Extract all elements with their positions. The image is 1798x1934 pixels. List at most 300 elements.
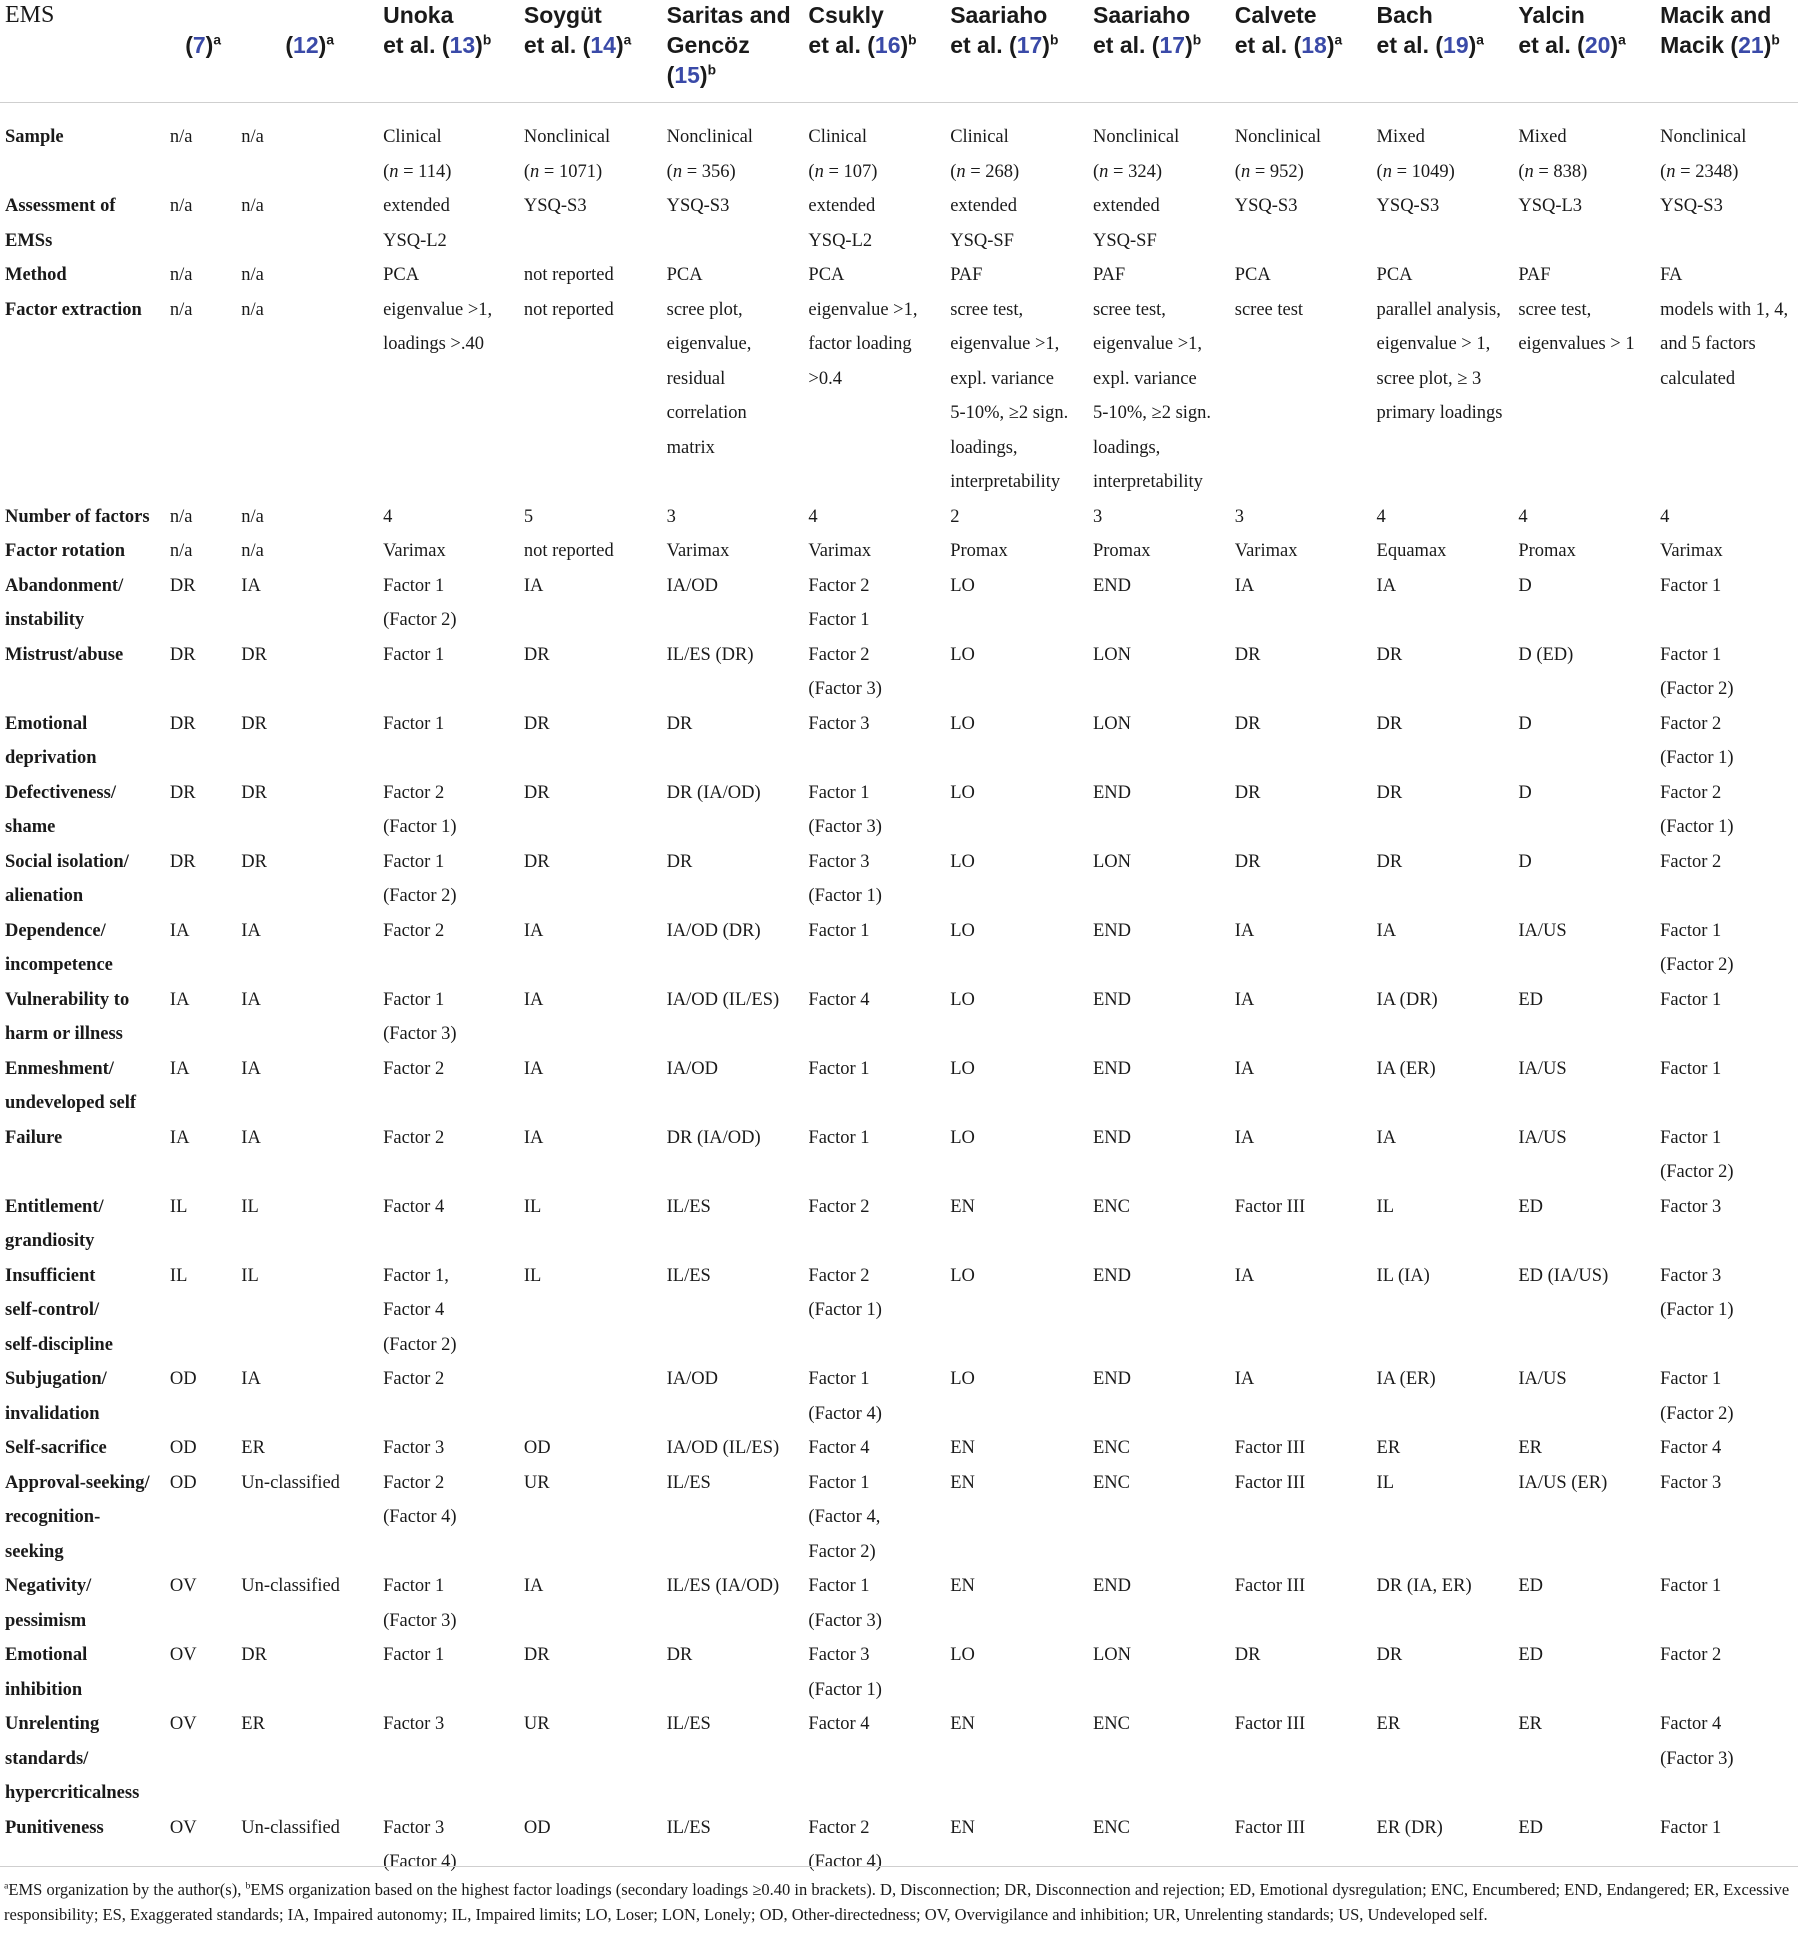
sample-type: Nonclinical: [1092, 127, 1180, 147]
table-cell: EN: [950, 1817, 975, 1838]
header-study-11: Yalcin et al. $(20)^a$: [1513, 0, 1655, 103]
table-cell: LO: [950, 1127, 975, 1148]
table-cell: IA: [1376, 1127, 1397, 1148]
table-cell: IL: [523, 1196, 542, 1217]
reference-link[interactable]: 12: [293, 32, 319, 58]
table-cell: eigenvalue >1, loadings >.40: [383, 299, 493, 354]
table-cell: DR (IA/OD): [666, 782, 761, 803]
table-cell: IL: [169, 1196, 188, 1217]
table-cell: IA: [241, 1058, 261, 1079]
table-cell: DR: [1234, 851, 1261, 872]
table-cell: D: [1518, 782, 1532, 803]
table-cell: extended YSQ-L2: [383, 196, 450, 251]
table-cell: PCA: [1234, 265, 1271, 285]
table-cell: Nonclinical (n = 356): [666, 127, 753, 182]
sample-type: Nonclinical: [1660, 127, 1747, 147]
table-cell: IA/OD: [666, 1369, 719, 1389]
table-cell: Factor 1: [1660, 575, 1722, 596]
table-cell: DR (IA, ER): [1376, 1576, 1472, 1596]
header-study-7: Saariaho et al. $(17)^b$: [945, 0, 1088, 103]
sample-type: Clinical: [808, 127, 867, 147]
table-cell: OD: [169, 1472, 197, 1493]
table-cell: n/a: [169, 299, 193, 320]
table-cell: IA: [523, 575, 544, 596]
table-cell: ED: [1518, 1645, 1543, 1665]
table-cell: n/a: [169, 196, 193, 216]
table-cell: IA: [241, 575, 261, 596]
table-cell: OD: [523, 1438, 551, 1458]
table-cell: OD: [169, 1369, 197, 1389]
table-cell: LO: [950, 713, 975, 734]
table-cell: LO: [950, 1645, 975, 1665]
table-cell: Factor 3 (Factor 1): [808, 851, 882, 906]
table-cell: DR: [169, 575, 196, 596]
table-cell: Factor 2: [383, 1058, 445, 1079]
row-header: Mistrust/abuse: [5, 644, 124, 665]
table-cell: Promax: [1092, 541, 1151, 561]
table-cell: LO: [950, 1369, 975, 1389]
table-row: [0, 1466, 1798, 1570]
reference-link[interactable]: 17: [1016, 32, 1043, 58]
table-cell: DR: [169, 644, 196, 665]
table-cell: Factor 1: [1660, 1817, 1722, 1838]
table-cell: Factor 3: [1660, 1196, 1722, 1217]
table-cell: IA/US: [1518, 920, 1567, 941]
table-cell: Factor 2: [1660, 1645, 1722, 1665]
table-cell: IA: [241, 1127, 261, 1148]
table-cell: LO: [950, 575, 975, 596]
table-cell: DR: [1234, 713, 1261, 734]
table-cell: Factor 1 (Factor 4): [808, 1369, 882, 1424]
table-cell: 4: [1518, 506, 1528, 527]
table-cell: PAF: [1518, 265, 1551, 285]
study-name-line: et al.: [1376, 32, 1429, 58]
table-cell: 3: [666, 506, 676, 527]
study-name-line: Gencöz: [666, 32, 750, 58]
table-cell: DR: [1376, 1645, 1403, 1665]
table-cell: ENC: [1092, 1196, 1130, 1217]
table-cell: END: [1092, 575, 1132, 596]
table-cell: Varimax: [1660, 541, 1723, 561]
study-name-line: et al.: [383, 32, 436, 58]
table-cell: IA/OD: [666, 1058, 719, 1079]
table-cell: Un-classified: [241, 1576, 340, 1596]
table-cell: DR: [1234, 1645, 1261, 1665]
table-cell: IA: [1234, 920, 1255, 941]
study-name-line: Soygüt: [523, 2, 602, 28]
table-cell: n/a: [241, 506, 264, 527]
table-cell: IA: [523, 989, 544, 1010]
row-header: Failure: [5, 1127, 63, 1148]
table-cell: Clinical (n = 268): [950, 127, 1020, 182]
table-cell: parallel analysis, eigenvalue > 1, scree plot, ≥ 3 primary loadings: [1376, 299, 1503, 423]
row-header: Vulnerability to harm or illness: [5, 989, 130, 1044]
row-header: Abandonment/ instability: [5, 575, 124, 630]
table-cell: IL: [241, 1265, 259, 1286]
table-cell: Factor 3: [1660, 1472, 1722, 1493]
table-cell: Factor III: [1234, 1196, 1306, 1217]
table-cell: ER: [1518, 1438, 1542, 1458]
table-cell: IA: [1234, 989, 1255, 1010]
table-cell: OV: [169, 1576, 197, 1596]
table-cell: IL: [1376, 1472, 1395, 1493]
table-cell: IA/OD (IL/ES): [666, 1438, 780, 1458]
table-cell: Clinical (n = 107): [808, 127, 878, 182]
row-header: Assessment of EMSs: [5, 196, 116, 251]
reference-link[interactable]: 7: [192, 32, 206, 58]
table-row: [0, 1052, 1798, 1121]
table-row: [0, 1707, 1798, 1811]
table-cell: Varimax: [383, 541, 446, 561]
table-cell: IL: [241, 1196, 259, 1217]
row-header: Punitiveness: [5, 1817, 104, 1838]
table-row: [0, 1121, 1798, 1190]
sample-type: Clinical: [383, 127, 442, 147]
table-cell: DR: [1234, 644, 1261, 665]
table-cell: Factor 2: [383, 1369, 445, 1389]
table-cell: END: [1092, 1127, 1132, 1148]
table-cell: LON: [1092, 851, 1132, 872]
table-cell: ER: [1376, 1714, 1401, 1734]
reference-link[interactable]: 16: [874, 32, 901, 58]
table-cell: IL/ES: [666, 1817, 711, 1838]
row-header: Emotional deprivation: [5, 713, 97, 768]
table-cell: DR: [241, 1645, 267, 1665]
table-row: [0, 983, 1798, 1052]
table-cell: n/a: [241, 265, 264, 285]
row-header: Method: [5, 265, 67, 285]
header-study-2: $(12)^a$: [236, 0, 378, 103]
table-cell: Promax: [1518, 541, 1576, 561]
row-header: Negativity/ pessimism: [5, 1576, 92, 1631]
table-cell: IL: [169, 1265, 188, 1286]
table-cell: ER: [241, 1714, 265, 1734]
table-cell: n/a: [169, 541, 193, 561]
study-name-line: Saariaho: [950, 2, 1048, 28]
table-cell: Factor 3: [383, 1438, 445, 1458]
table-cell: ED: [1518, 1196, 1543, 1217]
table-cell: Factor 3 (Factor 1): [1660, 1265, 1734, 1320]
table-cell: IA: [169, 920, 190, 941]
table-row: [0, 638, 1798, 707]
table-cell: DR: [1234, 782, 1261, 803]
table-cell: END: [1092, 782, 1132, 803]
table-cell: LON: [1092, 713, 1132, 734]
header-study-12: Macik and Macik $(21)^b$: [1655, 0, 1798, 103]
row-header: Sample: [5, 127, 64, 147]
table-row: [0, 569, 1798, 638]
table-cell: PCA: [1376, 265, 1413, 285]
table-cell: IA: [523, 1127, 544, 1148]
table-cell: IA: [523, 1058, 544, 1079]
table-cell: ED (IA/US): [1518, 1265, 1609, 1286]
sample-type: Nonclinical: [523, 127, 611, 147]
table-cell: Factor 4: [808, 1714, 870, 1734]
table-cell: Factor 2 (Factor 1): [1660, 782, 1734, 837]
table-cell: Factor 3 (Factor 1): [808, 1645, 882, 1700]
table-cell: extended YSQ-L2: [808, 196, 876, 251]
table-cell: n/a: [241, 541, 264, 561]
table-cell: Factor 2: [383, 920, 445, 941]
table-cell: IL: [523, 1265, 542, 1286]
table-cell: Factor 2 (Factor 3): [808, 644, 882, 699]
table-cell: UR: [523, 1714, 550, 1734]
table-cell: IL: [1376, 1196, 1395, 1217]
study-name-line: et al.: [808, 32, 861, 58]
table-row: [0, 1190, 1798, 1259]
table-cell: DR (IA/OD): [666, 1127, 761, 1148]
table-cell: Factor 2 (Factor 4): [383, 1472, 457, 1527]
row-header: Factor rotation: [5, 541, 126, 561]
table-cell: ENC: [1092, 1714, 1130, 1734]
table-cell: ER (DR): [1376, 1817, 1443, 1838]
table-cell: END: [1092, 1576, 1132, 1596]
table-cell: LON: [1092, 644, 1132, 665]
table-cell: IA: [523, 920, 544, 941]
table-cell: PCA: [383, 265, 420, 285]
study-name-line: Csukly: [808, 2, 884, 28]
table-cell: DR: [523, 644, 550, 665]
table-cell: DR: [523, 782, 550, 803]
sample-type: Nonclinical: [666, 127, 753, 147]
table-cell: EN: [950, 1196, 975, 1217]
table-cell: Factor III: [1234, 1438, 1306, 1458]
table-cell: DR: [1376, 851, 1403, 872]
row-header: Number of factors: [5, 506, 150, 527]
table-cell: UR: [523, 1472, 550, 1493]
table-cell: Factor 4: [808, 989, 870, 1010]
table-cell: DR: [169, 713, 196, 734]
table-cell: IA/US: [1518, 1369, 1567, 1389]
footnote-marker: b: [1049, 32, 1059, 48]
table-cell: Factor 1 (Factor 2): [1660, 1369, 1734, 1424]
table-cell: Factor 1: [808, 1058, 870, 1079]
reference-link[interactable]: 20: [1584, 32, 1611, 58]
table-cell: EN: [950, 1438, 975, 1458]
table-cell: IA: [1234, 1127, 1255, 1148]
reference-link[interactable]: 21: [1738, 32, 1764, 58]
table-cell: Nonclinical (n = 1071): [523, 127, 611, 182]
table-cell: ED: [1518, 1817, 1543, 1838]
table-cell: Factor 1 (Factor 2): [1660, 1127, 1734, 1182]
table-cell: not reported: [523, 541, 614, 561]
footnote-marker: a: [213, 32, 222, 48]
table-cell: IA: [1234, 1265, 1255, 1286]
table-cell: IL (IA): [1376, 1265, 1430, 1286]
table-cell: END: [1092, 1369, 1132, 1389]
table-cell: YSQ-S3: [1660, 196, 1723, 216]
table-cell: n/a: [241, 127, 264, 147]
table-cell: LO: [950, 1058, 975, 1079]
study-name-line: Macik: [1660, 32, 1725, 58]
table-cell: END: [1092, 1265, 1132, 1286]
table-cell: D: [1518, 851, 1532, 872]
footnote-marker: a: [1476, 32, 1484, 48]
table-cell: OV: [169, 1817, 197, 1838]
study-name-line: Calvete: [1234, 2, 1317, 28]
table-cell: Factor III: [1234, 1714, 1306, 1734]
table-cell: IL/ES (DR): [666, 644, 754, 665]
footnote-text-a: EMS organization by the author(s),: [8, 1880, 246, 1899]
study-name-line: et al.: [523, 32, 577, 58]
table-cell: Factor 1: [1660, 1576, 1722, 1596]
table-cell: IL/ES: [666, 1265, 711, 1286]
table-cell: Promax: [950, 541, 1008, 561]
table-footnote: [0, 1866, 1798, 1927]
footnote-text-b: EMS organization based on the highest factor loadings (secondary loadings ≥0.40 in brackets). D, Disconnection; DR, Disconnection and rejection; ED, Emotional dysregulation; ENC, Encumbered; END, Endangered; ER, Excessive responsibility; ES, Exaggerated standards; IA, Impaired autonomy; IL, Impaired limits; LO, Loser; LON, Lonely; OD, Other-directedness; OV, Overvigilance and inhibition; UR, Unrelenting standards; US, Undeveloped self.: [4, 1880, 1790, 1924]
header-study-3: Unoka et al. $(13)^b$: [378, 0, 519, 103]
table-cell: 2: [950, 506, 960, 527]
footnote-marker: b: [1771, 32, 1780, 48]
table-cell: DR: [523, 851, 550, 872]
header-study-9: Calvete et al. $(18)^a$: [1230, 0, 1372, 103]
table-row: [0, 1569, 1798, 1638]
table-cell: eigenvalue >1, factor loading >0.4: [808, 299, 918, 389]
table-cell: not reported: [523, 265, 614, 285]
row-header: Emotional inhibition: [5, 1645, 88, 1700]
reference-link[interactable]: 13: [449, 32, 476, 58]
table-cell: Factor 3: [383, 1714, 445, 1734]
table-row: [0, 1638, 1798, 1707]
footnote-marker: a: [326, 32, 334, 48]
table-cell: OD: [523, 1817, 551, 1838]
table-cell: IA/OD (DR): [666, 920, 761, 941]
footnote-marker: b: [707, 62, 717, 78]
table-cell: DR: [1376, 713, 1403, 734]
reference-link[interactable]: 18: [1301, 32, 1327, 58]
table-body: [0, 103, 1798, 1880]
table-cell: DR: [666, 1645, 693, 1665]
table-cell: Factor 2: [808, 1196, 870, 1217]
table-cell: 4: [1376, 506, 1386, 527]
table-cell: IL/ES: [666, 1714, 711, 1734]
table-cell: 4: [383, 506, 393, 527]
row-header: Approval-seeking/ recognition- seeking: [5, 1472, 150, 1562]
table-cell: models with 1, 4, and 5 factors calculated: [1660, 299, 1789, 389]
table-cell: n/a: [169, 265, 193, 285]
table-cell: ENC: [1092, 1817, 1130, 1838]
table-cell: YSQ-L3: [1518, 196, 1583, 216]
table-cell: D (ED): [1518, 644, 1574, 665]
table-cell: 4: [808, 506, 818, 527]
table-cell: Factor 1 (Factor 2): [383, 575, 457, 630]
table-cell: IL/ES: [666, 1472, 711, 1493]
table-cell: PAF: [1092, 265, 1126, 285]
table-cell: scree test, eigenvalue >1, expl. variance 5-10%, ≥2 sign. loadings, interpretability: [950, 299, 1069, 492]
table-cell: OD: [169, 1438, 197, 1458]
table-cell: LO: [950, 989, 975, 1010]
footnote-marker-a: a: [4, 1880, 9, 1892]
sample-type: Nonclinical: [1234, 127, 1322, 147]
row-header: Subjugation/ invalidation: [5, 1369, 107, 1424]
study-name-line: Macik and: [1660, 2, 1772, 28]
table-cell: EN: [950, 1576, 975, 1596]
table-cell: Factor 1: [383, 713, 445, 734]
row-header: Unrelenting standards/ hypercriticalness: [5, 1714, 140, 1803]
table-cell: Nonclinical (n = 952): [1234, 127, 1322, 182]
footnote-marker: b: [1192, 32, 1202, 48]
table-cell: IL/ES (IA/OD): [666, 1576, 780, 1596]
table-cell: Factor 4: [808, 1438, 870, 1458]
table-row: [0, 500, 1798, 535]
table-row: [0, 1259, 1798, 1363]
table-cell: Factor 1, Factor 4 (Factor 2): [383, 1265, 457, 1355]
table-cell: IA: [1376, 575, 1397, 596]
row-header: Self-sacrifice: [5, 1438, 107, 1458]
table-cell: LO: [950, 1265, 975, 1286]
table-cell: Factor 1 (Factor 2): [383, 851, 457, 906]
table-cell: DR: [241, 713, 267, 734]
table-cell: Factor 2: [1660, 851, 1722, 872]
table-cell: Factor 1 (Factor 3): [808, 782, 882, 837]
table-row: [0, 776, 1798, 845]
reference-link[interactable]: 15: [674, 62, 700, 88]
study-name-line: Saritas and: [666, 2, 791, 28]
table-cell: ED: [1518, 1576, 1543, 1596]
row-header: Entitlement/ grandiosity: [5, 1196, 104, 1251]
table-cell: IA/US: [1518, 1127, 1567, 1148]
table-cell: Varimax: [666, 541, 730, 561]
header-study-10: Bach et al. $(19)^a$: [1372, 0, 1514, 103]
table-cell: Factor 4 (Factor 3): [1660, 1714, 1734, 1769]
table-cell: OV: [169, 1714, 197, 1734]
reference-link[interactable]: 17: [1159, 32, 1186, 58]
table-cell: DR: [169, 851, 196, 872]
table-cell: IA: [169, 1127, 190, 1148]
study-name-line: Saariaho: [1092, 2, 1191, 28]
row-header: Enmeshment/ undeveloped self: [5, 1058, 137, 1113]
table-cell: ENC: [1092, 1472, 1130, 1493]
table-cell: Factor 1: [383, 644, 445, 665]
table-cell: Factor 4: [383, 1196, 445, 1217]
table-cell: DR: [523, 713, 550, 734]
table-cell: YSQ-S3: [1234, 196, 1298, 216]
table-cell: DR: [241, 851, 267, 872]
table-cell: IA: [1234, 575, 1255, 596]
table-cell: IA (ER): [1376, 1058, 1436, 1079]
row-header: Dependence/ incompetence: [5, 920, 113, 975]
table-cell: 4: [1660, 506, 1670, 527]
table-cell: ENC: [1092, 1438, 1130, 1458]
table-cell: Nonclinical (n = 324): [1092, 127, 1180, 182]
table-cell: IA: [523, 1576, 544, 1596]
table-cell: DR: [1376, 782, 1403, 803]
reference-link[interactable]: 14: [590, 32, 616, 58]
reference-link[interactable]: 19: [1443, 32, 1469, 58]
footnote-marker: a: [623, 32, 632, 48]
table-cell: PAF: [950, 265, 983, 285]
table-header: [0, 0, 1798, 103]
table-cell: Factor 2 (Factor 1): [808, 1265, 882, 1320]
table-cell: Factor 1 (Factor 4, Factor 2): [808, 1472, 881, 1562]
table-cell: IA: [1234, 1058, 1255, 1079]
study-name-line: et al.: [950, 32, 1003, 58]
table-cell: D: [1518, 575, 1532, 596]
row-header: Defectiveness/ shame: [5, 782, 116, 837]
table-row: [0, 845, 1798, 914]
table-cell: Equamax: [1376, 541, 1447, 561]
table-cell: Factor 3: [808, 713, 870, 734]
table-cell: FA: [1660, 265, 1683, 285]
table-row: [0, 1431, 1798, 1466]
table-cell: ER: [241, 1438, 265, 1458]
table-cell: LO: [950, 920, 975, 941]
table-cell: Factor 1: [808, 1127, 870, 1148]
table-cell: IA/US (ER): [1518, 1472, 1608, 1493]
table-cell: IA: [241, 1369, 261, 1389]
table-cell: Factor 2 (Factor 1): [383, 782, 457, 837]
table-cell: Un-classified: [241, 1472, 340, 1493]
